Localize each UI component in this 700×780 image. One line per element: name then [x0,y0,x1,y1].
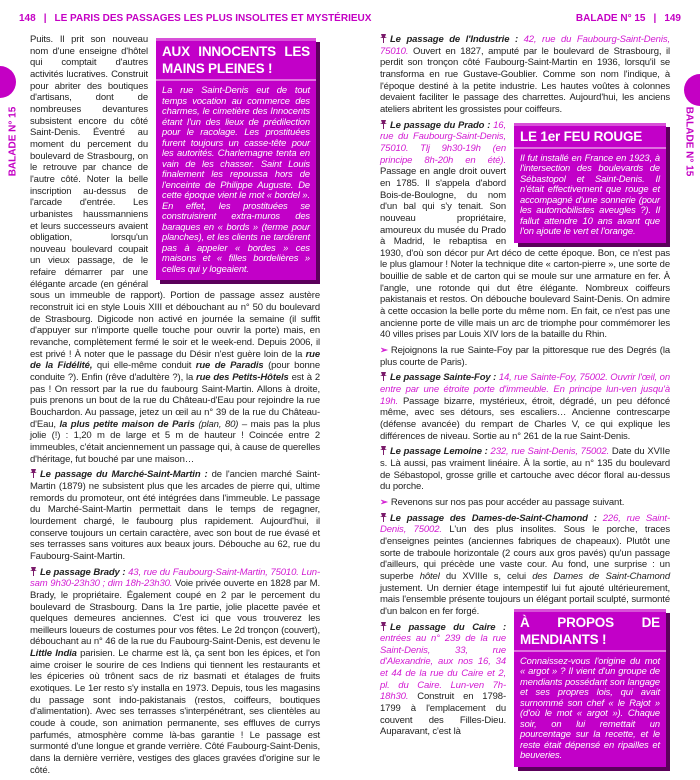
paragraph [30,567,320,777]
arrow-icon: ➢ [380,496,388,508]
left-body-text [30,34,320,780]
bold-highlight: Le passage du Marché-Saint-Martin : [40,469,208,481]
box-body: Connaissez-vous l'origine du mot « argot » ? Il vient d'un groupe de mendiants possédant son langage et ses propres lois, qui avait surnommé son chef « le Rajot » (d'où le mot « argot »). Chaque soir, on lui remettait un pourcentage sur la recette, et le reste était dépensé en ripailles et beuveries. [520,654,660,761]
pin-icon [380,120,390,131]
body-text: est à 2 pas ! On ressort par la rue du faubourg Saint-Martin. Allons à droite, puis prenons un bout de la rue du Château-d'Eau pour rejoindre la rue Bouchardon. Au passage, jetez un œil au n° 39 de la rue du Château-d'Eau, [30,372,321,430]
body-text: Revenons sur nos pas pour accéder au passage suivant. [390,496,625,508]
running-head-title: BALADE N° 15 [575,13,646,24]
sidebar-box-first-red-light [514,123,666,243]
pin-icon [380,622,390,633]
sidebar-box-beggars [514,609,666,767]
body-text: portail sculpté, surmonté d'un balcon en fer forgé. [380,594,670,617]
bold-highlight: rue de Paradis [195,360,264,372]
bold-highlight: Le passage Sainte-Foy : [390,372,497,384]
paragraph [380,497,670,509]
italic-text: (plan, 80) [194,418,239,430]
body-text: Ouvert en 1827, amputé par le boulevard de Strasbourg, il perdit son tronçon côté Faubourg-Saint-Martin en 1936, lorsqu'il se transforma en rue Gustave-Goublier. Comme son nom l'indique, à l'époque destiné à la petite industrie. Les hautes voûtes à colonnes devaient faciliter le passage des charrettes. Aujourd'hui, les anciens ateliers abritent les grossistes pour coiffeurs. [380,45,670,115]
running-head-title: LE PARIS DES PASSAGES LES PLUS INSOLITES ET MYSTÉRIEUX [54,13,372,24]
body-text: Construit en 1798-1799 à l'emplacement du couvent des Filles-Dieu. Auparavant, c'est là [380,691,506,738]
running-header-left [19,13,371,24]
page-number: 148 [19,13,36,24]
arrow-icon: ➢ [380,345,388,357]
address-info: entrées au n° 239 de la rue Saint-Denis, 33, rue d'Alexandrie, aux nos 16, 34 et 44 de la rue du Caire et 2, pl. du Caire. Lun-ven 7h-18h30. [380,633,506,703]
address-info: 42, rue du Faubourg-Saint-Denis, 75010. [380,34,670,57]
bold-highlight: Le passage Brady : [40,566,126,578]
box-body: La rue Saint-Denis eut de tout temps vocation au commerce des charmes, le cimetière des Innocents étant l'un des lieux de prédilection pour le racolage. Les prostituées furent toujours un casse-tête pour les autorités. Charlemagne tenta en vain de les chasser. Saint Louis finalement les repoussa hors de l'enceinte de Philippe Auguste. De cette époque vient le mot « bordel ». En effet, les prostituées se construisirent extra-muros des baraques en « bords » (terme pour planches), et les clients ne tardèrent pas à appeler « bordes » ces maisons et « filles bordelières » celles qui y logeaient. [162,84,310,274]
paragraph [380,446,670,493]
body-text: Voie privée ouverte en 1828 par M. Brady, le propriétaire. Également coupé en 2 par le percement du boulevard de Strasbourg. Dans la 1re partie, jolie placette pavée et quelques demeures anciennes. C'est ici que vous trouverez les meilleurs loueurs de costumes pour vos fêtes. Le 2d tronçon (couvert), débouchant au n° 46 de la rue du Faubourg-Saint-Denis, est devenu le [30,578,320,648]
body-text: L'un des plus insolites. Sous le porche, traces d'enseignes peintes (anciennes fabriques de chapeaux). Plutôt une sorte de traboule horizontale (2 cours aux gros pavés) qu'un passage d'ailleurs, qui précède une vaste cour. Au fond, une surprise : un superbe [380,524,670,582]
paragraph [380,34,670,116]
header-separator: | [653,13,657,24]
body-text: Rejoignons la rue Sainte-Foy par la pittoresque rue des Degrés (la plus courte de Paris). [380,345,670,368]
right-page [350,0,700,761]
bold-highlight: Le passage du Caire : [390,621,506,633]
body-text: (pour bonne conduite ?). Enfin (rêve d'adultère ?), la [30,360,320,384]
bold-highlight: rue de la Fidélité, [30,348,320,372]
body-text: du XVIIIe s, celui [439,570,533,582]
body-text: Passage bizarre, mystérieux, étroit, dégradé, un peu défoncé même, avec ses détours, ses escaliers… Ancienne contrescarpe (défense avancée) du rempart de Charles V, ce qui explique les différences de niveau. Sortie au n° 261 de la rue Saint-Denis. [380,395,670,442]
body-text: qui elle-même conduit [92,360,196,372]
right-body-text [380,34,670,772]
pin-icon [380,513,390,524]
box-title: À PROPOS DE MENDIANTS ! [514,609,666,652]
bold-highlight: la plus petite maison de Paris [59,418,195,430]
box-body: Il fut installé en France en 1923, à l'intersection des boulevards de Sébastopol et Saint-Denis. Il n'était effectivement que rouge et accompagné d'une sonnerie (pour les automobilistes aveugles ?). Il fallut attendre 10 ans avant que l'on ajoute le vert et l'orange. [520,151,660,237]
body-text: Puits. Il prit son nouveau nom d'une enseigne d'hôtel qui comptait d'autres activités lucratives. Construit pour abriter des boutiques d'artisans, dont de nombreuses devantures subsistent encore du côté Saint-Denis. Éventré au moment du percement du boulevard de Strasbourg, on le retrouve par chance de l'autre côté. Noter la belle inscription au-dessus de l'arcade d'entrée. Les urbanistes haussmanniens et leurs successeurs avaient obligation, lorsqu'un nouveau boulevard coupait un vieux passage, de le refaire démarrer par une élégante arcade (en général sous un immeuble de rapport). Portion de passage assez austère reconstruit ici en style Louis XIII et débouchant au n° 50 du boulevard de Strasbourg. Digicode non activé en journée la semaine (il suffit d'appuyer sur n'importe quelle touche pour ouvrir la porte) mais, en revanche, complètement fermé le soir et le week-end. Depuis 2006, il est privé ! À noter que le passage du Désir n'est guère loin de la [30,34,320,360]
page-number: 149 [664,13,681,24]
side-tab-label: BALADE N° 15 [7,106,19,177]
pin-icon [30,567,40,578]
header-separator: | [43,13,47,24]
bold-highlight: rue des Petits-Hôtels [196,372,289,384]
pin-icon [30,469,40,480]
paragraph [380,120,670,341]
bold-highlight: Le passage Lemoine : [390,446,488,458]
italic-text: des Dames de Saint-Chamond [532,570,670,582]
pin-icon [380,34,390,45]
body-text: Passage en angle droit ouvert en 1785. Il s'appela d'abord Bois-de-Boulogne, du nom d'un bal qui s'y tenait. Son nouveau propriétaire, amoureux du musée du Prado à Madrid, le rebaptisa en 1930, d'où son décor pur Art déco de cette époque. Bon, ce n'est pas le plus glamour ! Noter la technique dite « carton-pierre », une sorte de bouillie de sable et de carton qui se moule sur une armature en fer. À l'angle, une rotonde qui dut être élégante. Nombreux coiffeurs pakistanais et restos. On débouche boulevard Saint-Denis. On admire à cette occasion la belle porte du même nom. En fait, ce n'est pas une ancienne porte de ville mais un arc de triomphe pour commémorer les 40 villes prises par Louis XIV lors de la bataille du Rhin. [380,166,670,341]
side-tab-marker [684,74,700,106]
address-info: 232, rue Saint-Denis, 75002. [487,446,610,458]
paragraph [30,469,320,562]
pin-icon [380,446,390,457]
paragraph [380,345,670,368]
side-tab-marker [0,66,16,98]
italic-text: hôtel [419,570,440,582]
paragraph [380,372,670,442]
address-info: 226, rue Saint-Denis, 75002. [380,512,670,536]
body-text: parisien. Le charme est là, ça sent bon les épices, et l'on aime croiser le sourire de ces Indiens qui tiennent les restaurants et les épiceries où trônent sacs de riz basmati et étalages de fruits exotiques. Le 1er resto s'y installa en 1973. Depuis, tous les magasins du passage sont indo-pakistanais (restos, coiffeurs, boutiques d'alimentation). Avec ses terrasses s'interpénétrant, ses clientèles au coude à coude, son animation permanente, ses effluves de currys parfumés, atmosphère comme là-bas garantie ! Le passage est surmonté d'une longue et grande verrière. Côté Faubourg-Saint-Denis, dans la dernière verrière, vestiges des glaces gravées d'origine sur le côté. [30,648,320,776]
address-info: 43, rue du Faubourg-Saint-Martin, 75010. Lun-sam 9h30-23h30 ; dim 18h-23h30. [30,566,320,590]
sidebar-box-innocents [156,38,316,280]
body-text: de l'ancien marché Saint-Martin (1879) ne subsistent plus que les arcades de pierre qui, ultime remords du promoteur, ont été intégrées dans l'immeuble. Le passage du Marché-Saint-Martin permettait dans le temps de regagner, lourdement chargé, le faubourg plus rapidement. Aujourd'hui, il conserve toujours un certain caractère, avec son bout de rue évasé et ses terrasses sans voitures aux beaux jours. Débouche au 62, rue du Faubourg-Saint-Martin. [30,469,320,562]
address-info: 16, rue du Faubourg-Saint-Denis, 75010. Tlj 9h30-19h (en principe 8h-20h en été). [380,119,506,166]
body-text: – mais pas la plus jolie (!) : 1,20 m de large et 5 m de hauteur ! Coincée entre 2 immeubles, c'était anciennement un passage qui, à cause de querelles d'héritage, fut bouché par une maison… [30,418,320,465]
box-title: LE 1er FEU ROUGE [514,123,666,149]
pin-icon [380,372,390,383]
body-text: justement. Un dernier étage intempestif lui fut ajouté ultérieurement, mais l'ensemble présente toujours un élégant [380,582,670,606]
bold-highlight: Little India [30,648,77,660]
bold-highlight: Le passage du Prado : [390,119,491,131]
body-text: Date du XVIIe s. Là aussi, pas vraiment linéaire. À la sortie, au n° 135 du boulevard de Sébastopol, grosse grille et cartouche avec décor floral au-dessus du porche. [380,446,670,493]
address-info: 14, rue Sainte-Foy, 75002. Ouvrir l'œil, on entre par une étroite porte d'immeuble. En principe lun-ven jusqu'à 19h. [380,372,670,407]
bold-highlight: Le passage de l'Industrie : [390,34,518,45]
bold-highlight: Le passage des Dames-de-Saint-Chamond : [390,512,597,524]
box-title: AUX INNOCENTS LES MAINS PLEINES ! [156,38,316,81]
side-tab-label: BALADE N° 15 [683,106,695,177]
running-header-right [576,13,681,24]
